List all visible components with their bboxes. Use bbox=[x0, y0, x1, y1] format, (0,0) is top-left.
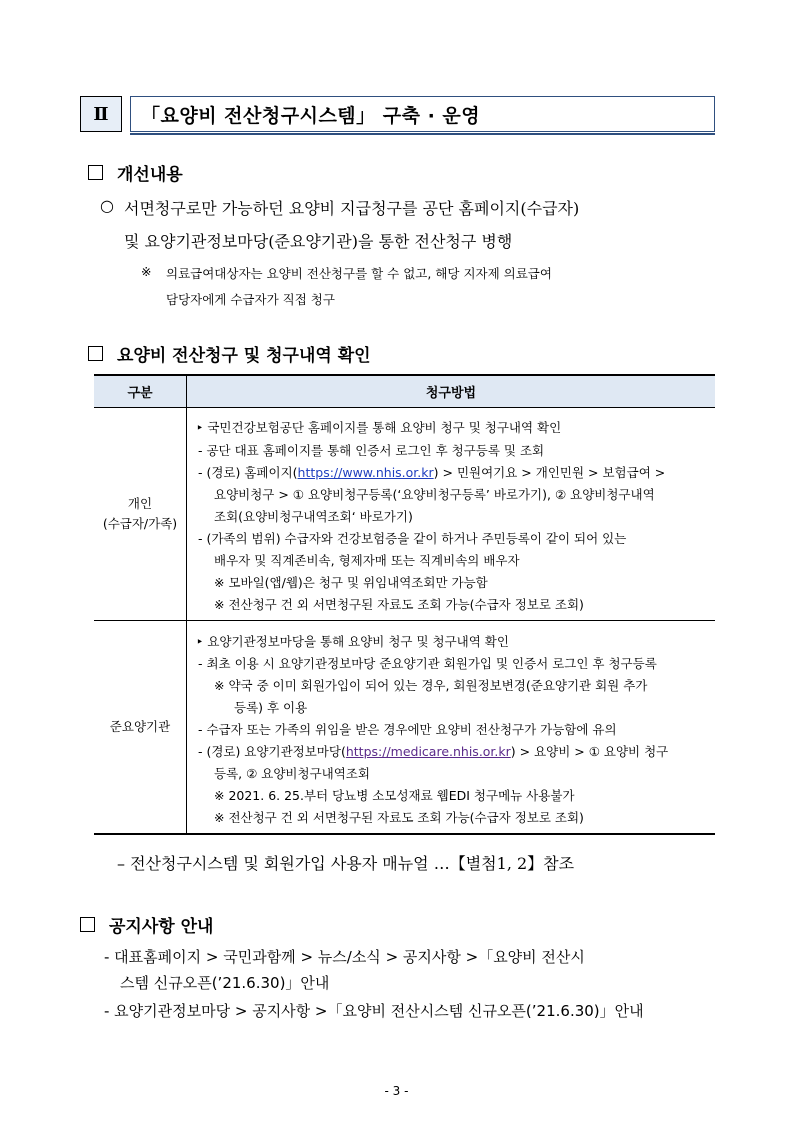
table-cell-line: - (경로) 요양기관정보마당(https://medicare.nhis.or.kr) > 요양비 > ① 요양비 청구 bbox=[198, 744, 669, 759]
notice-line: - 대표홈페이지 > 국민과함께 > 뉴스/소식 > 공지사항 >「요양비 전산시 bbox=[104, 948, 585, 966]
table-cell-line: 요양비청구 > ① 요양비청구등록(‘요양비청구등록’ 바로가기), ② 요양비청구내역 bbox=[214, 487, 655, 502]
table-cell-line: ‣ 요양기관정보마당을 통해 요양비 청구 및 청구내역 확인 bbox=[196, 634, 509, 649]
nhis-link[interactable]: https://www.nhis.or.kr bbox=[297, 465, 434, 480]
improvement-line: 서면청구로만 가능하던 요양비 지급청구를 공단 홈페이지(수급자) bbox=[124, 199, 580, 218]
table-divider bbox=[94, 620, 715, 621]
notice-line: - 요양기관정보마당 > 공지사항 >「요양비 전산시스템 신규오픈(’21.6.30)」안내 bbox=[104, 1002, 644, 1020]
improvement-heading: 개선내용 bbox=[88, 160, 183, 185]
table-cell-line: ※ 2021. 6. 25.부터 당뇨병 소모성재료 웹EDI 청구메뉴 사용불가 bbox=[214, 788, 575, 803]
table-cell-line: - 최초 이용 시 요양기관정보마당 준요양기관 회원가입 및 인증서 로그인 후 청구등록 bbox=[198, 656, 657, 671]
improvement-note-line: 의료급여대상자는 요양비 전산청구를 할 수 없고, 해당 지자제 의료급여 bbox=[166, 266, 552, 281]
table-cell-line: ※ 약국 중 이미 회원가입이 되어 있는 경우, 회원정보변경(준요양기관 회원 추가 bbox=[214, 678, 648, 693]
bullet-icon: ○ bbox=[100, 196, 114, 215]
table-cell-line: ※ 전산청구 건 외 서면청구된 자료도 조회 가능(수급자 정보로 조회) bbox=[214, 810, 584, 825]
checkbox-square-icon bbox=[80, 917, 95, 932]
improvement-line: 및 요양기관정보마당(준요양기관)을 통한 전산청구 병행 bbox=[124, 232, 513, 251]
table-cell-line: - (가족의 범위) 수급자와 건강보험증을 같이 하거나 주민등록이 같이 되어 있는 bbox=[198, 531, 627, 546]
checkbox-square-icon bbox=[88, 346, 103, 361]
table-header-category: 구분 bbox=[127, 386, 153, 401]
notice-line: 스템 신규오픈(’21.6.30)」안내 bbox=[120, 974, 330, 992]
table-cell-line: - 수급자 또는 가족의 위임을 받은 경우에만 요양비 전산청구가 가능함에 유의 bbox=[198, 722, 617, 737]
section-header bbox=[80, 96, 715, 134]
section-title: 「요양비 전산청구시스템」 구축 · 운영 bbox=[130, 96, 715, 132]
medicare-link[interactable]: https://medicare.nhis.or.kr bbox=[345, 744, 511, 759]
table-row-category: 준요양기관 bbox=[109, 719, 171, 734]
table-cell-line: 등록) 후 이용 bbox=[234, 700, 308, 715]
manual-reference: – 전산청구시스템 및 회원가입 사용자 매뉴얼 …【별첨1, 2】참조 bbox=[117, 854, 575, 873]
table-column-divider bbox=[186, 376, 187, 834]
table-cell-line: ※ 전산청구 건 외 서면청구된 자료도 조회 가능(수급자 정보로 조회) bbox=[214, 597, 584, 612]
table-cell-line: 등록, ② 요양비청구내역조회 bbox=[214, 766, 370, 781]
page-number: - 3 - bbox=[384, 1084, 409, 1098]
checkbox-square-icon bbox=[88, 165, 103, 180]
claims-heading: 요양비 전산청구 및 청구내역 확인 bbox=[88, 341, 371, 366]
notice-heading: 공지사항 안내 bbox=[80, 912, 213, 937]
table-cell-line: - 공단 대표 홈페이지를 통해 인증서 로그인 후 청구등록 및 조회 bbox=[198, 443, 545, 458]
table-cell-line: ‣ 국민건강보험공단 홈페이지를 통해 요양비 청구 및 청구내역 확인 bbox=[196, 420, 562, 435]
note-mark-icon: ※ bbox=[141, 264, 152, 279]
table-row-category: 개인 (수급자/가족) bbox=[102, 496, 178, 531]
table-header-method: 청구방법 bbox=[425, 386, 477, 401]
table-cell-line: 조회(요양비청구내역조회‘ 바로가기) bbox=[214, 509, 413, 524]
table-bottom-border bbox=[94, 833, 715, 835]
section-title-underline bbox=[130, 133, 715, 135]
table-cell-line: 배우자 및 직계존비속, 형제자매 또는 직계비속의 배우자 bbox=[214, 553, 520, 568]
table-cell-line: ※ 모바일(앱/웹)은 청구 및 위임내역조회만 가능함 bbox=[214, 575, 488, 590]
improvement-note-line: 담당자에게 수급자가 직접 청구 bbox=[166, 292, 335, 307]
table-divider bbox=[94, 407, 715, 408]
section-number: Ⅱ bbox=[80, 96, 122, 132]
table-cell-line: - (경로) 홈페이지(https://www.nhis.or.kr) > 민원여기요 > 개인민원 > 보험급여 > bbox=[198, 465, 666, 480]
